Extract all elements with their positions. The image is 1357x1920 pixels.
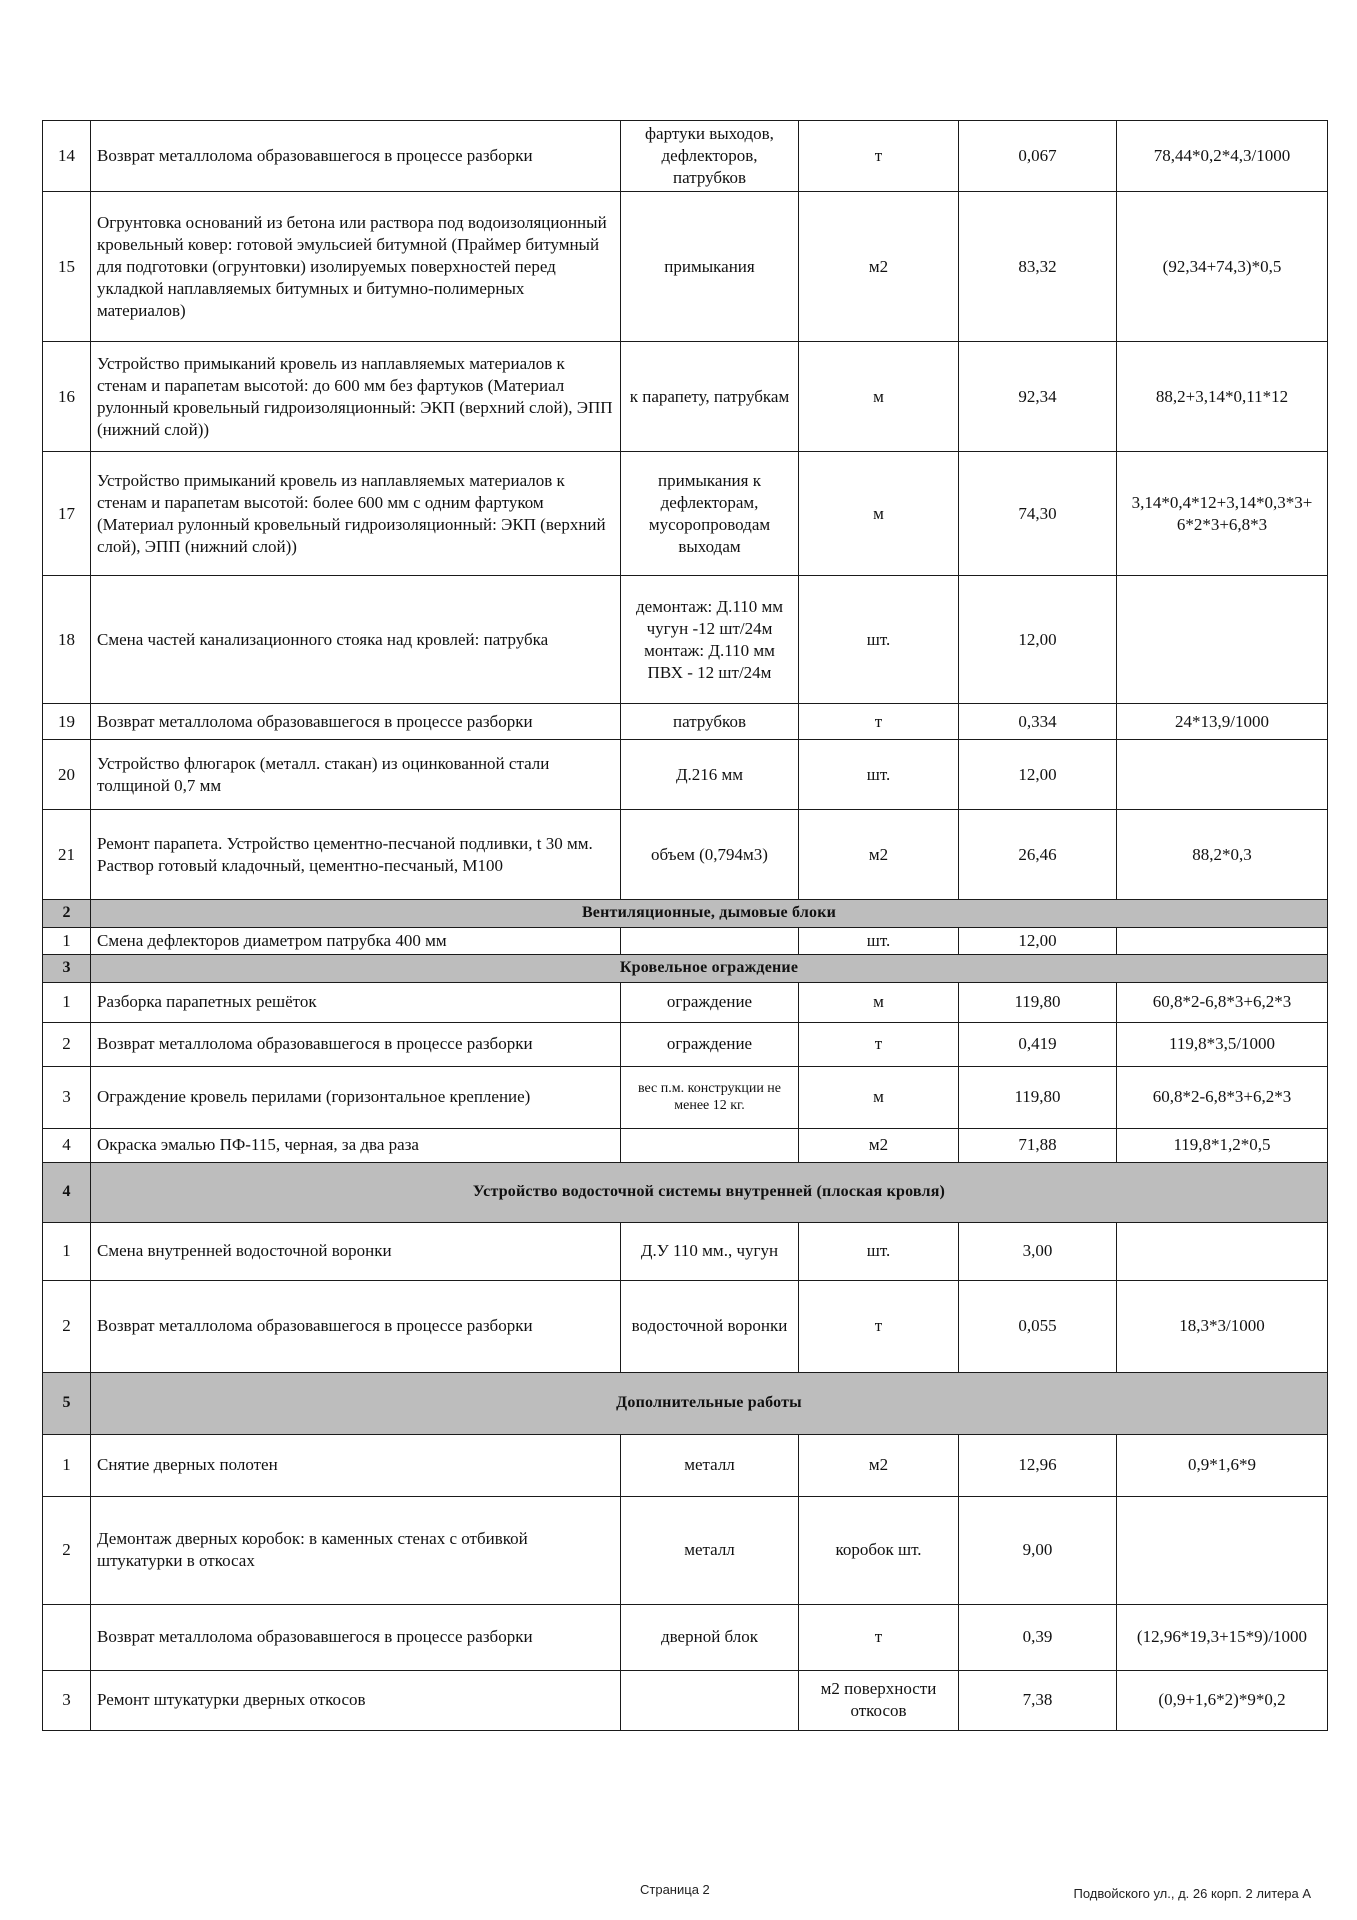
- work-note: водосточной воронки: [621, 1280, 799, 1372]
- work-formula: (0,9+1,6*2)*9*0,2: [1117, 1670, 1328, 1730]
- work-formula: 60,8*2-6,8*3+6,2*3: [1117, 982, 1328, 1022]
- work-quantity: 3,00: [959, 1222, 1117, 1280]
- table-row: [43, 452, 1328, 576]
- work-unit: шт.: [799, 1222, 959, 1280]
- work-note: примыкания: [621, 192, 799, 342]
- section-number: 5: [43, 1372, 91, 1434]
- section-number: 3: [43, 955, 91, 983]
- work-note: Д.У 110 мм., чугун: [621, 1222, 799, 1280]
- table-row: [43, 1022, 1328, 1066]
- work-note: дверной блок: [621, 1604, 799, 1670]
- work-name: Смена внутренней водосточной воронки: [91, 1222, 621, 1280]
- section-header-row: [43, 955, 1328, 983]
- work-name: Ремонт штукатурки дверных откосов: [91, 1670, 621, 1730]
- work-quantity: 12,00: [959, 740, 1117, 810]
- work-name: Возврат металлолома образовавшегося в процессе разборки: [91, 1022, 621, 1066]
- work-unit: м2 поверхности откосов: [799, 1670, 959, 1730]
- work-formula: 3,14*0,4*12+3,14*0,3*3+ 6*2*3+6,8*3: [1117, 452, 1328, 576]
- section-title: Дополнительные работы: [91, 1372, 1328, 1434]
- section-header-row: [43, 1162, 1328, 1222]
- work-name: Возврат металлолома образовавшегося в процессе разборки: [91, 1280, 621, 1372]
- work-formula: [1117, 740, 1328, 810]
- work-unit: т: [799, 1280, 959, 1372]
- row-number: 16: [43, 342, 91, 452]
- work-quantity: 0,419: [959, 1022, 1117, 1066]
- table-row: [43, 342, 1328, 452]
- work-unit: коробок шт.: [799, 1496, 959, 1604]
- work-note: [621, 928, 799, 955]
- table-row: [43, 1604, 1328, 1670]
- table-row: [43, 576, 1328, 704]
- work-quantity: 71,88: [959, 1128, 1117, 1162]
- row-number: 1: [43, 1434, 91, 1496]
- work-formula: [1117, 576, 1328, 704]
- work-formula: 60,8*2-6,8*3+6,2*3: [1117, 1066, 1328, 1128]
- work-formula: 0,9*1,6*9: [1117, 1434, 1328, 1496]
- works-table: [42, 120, 1328, 1731]
- work-name: Смена частей канализационного стояка над кровлей: патрубка: [91, 576, 621, 704]
- work-formula: [1117, 1222, 1328, 1280]
- table-row: [43, 192, 1328, 342]
- work-unit: шт.: [799, 576, 959, 704]
- work-quantity: 83,32: [959, 192, 1117, 342]
- row-number: 21: [43, 810, 91, 900]
- section-title: Кровельное ограждение: [91, 955, 1328, 983]
- section-header-row: [43, 1372, 1328, 1434]
- work-quantity: 26,46: [959, 810, 1117, 900]
- work-unit: т: [799, 1022, 959, 1066]
- work-note: патрубков: [621, 704, 799, 740]
- work-name: Огрунтовка оснований из бетона или раствора под водоизоляционный кровельный ковер: готовой эмульсией битумной (Праймер битумный для подготовки (огрунтовки) изолируемых поверхностей перед укладкой наплавляемых битумных и битумно-полимерных материалов): [91, 192, 621, 342]
- work-note: демонтаж: Д.110 мм чугун -12 шт/24м монтаж: Д.110 мм ПВХ - 12 шт/24м: [621, 576, 799, 704]
- work-name: Смена дефлекторов диаметром патрубка 400 мм: [91, 928, 621, 955]
- work-unit: м2: [799, 192, 959, 342]
- work-name: Устройство флюгарок (металл. стакан) из оцинкованной стали толщиной 0,7 мм: [91, 740, 621, 810]
- work-name: Возврат металлолома образовавшегося в процессе разборки: [91, 121, 621, 192]
- work-quantity: 9,00: [959, 1496, 1117, 1604]
- work-formula: 18,3*3/1000: [1117, 1280, 1328, 1372]
- work-formula: 78,44*0,2*4,3/1000: [1117, 121, 1328, 192]
- work-unit: т: [799, 704, 959, 740]
- row-number: 1: [43, 982, 91, 1022]
- work-note: объем (0,794м3): [621, 810, 799, 900]
- work-unit: м: [799, 982, 959, 1022]
- row-number: 3: [43, 1670, 91, 1730]
- table-row: [43, 1434, 1328, 1496]
- work-name: Устройство примыканий кровель из наплавляемых материалов к стенам и парапетам высотой: до 600 мм без фартуков (Материал рулонный кровельный гидроизоляционный: ЭКП (верхний слой), ЭПП (нижний слой)): [91, 342, 621, 452]
- table-row: [43, 1280, 1328, 1372]
- work-note: ограждение: [621, 982, 799, 1022]
- work-unit: м2: [799, 1128, 959, 1162]
- work-name: Устройство примыканий кровель из наплавляемых материалов к стенам и парапетам высотой: более 600 мм с одним фартуком (Материал рулонный кровельный гидроизоляционный: ЭКП (верхний слой), ЭПП (нижний слой)): [91, 452, 621, 576]
- row-number: 18: [43, 576, 91, 704]
- work-note: примыкания к дефлекторам, мусоропроводам выходам: [621, 452, 799, 576]
- works-sheet: [42, 120, 1327, 1731]
- work-unit: м: [799, 452, 959, 576]
- work-name: Окраска эмалью ПФ-115, черная, за два раза: [91, 1128, 621, 1162]
- work-note: металл: [621, 1434, 799, 1496]
- work-quantity: 119,80: [959, 1066, 1117, 1128]
- work-formula: [1117, 1496, 1328, 1604]
- work-quantity: 74,30: [959, 452, 1117, 576]
- work-unit: шт.: [799, 928, 959, 955]
- row-number: 2: [43, 1022, 91, 1066]
- work-name: Снятие дверных полотен: [91, 1434, 621, 1496]
- works-table-body: [43, 121, 1328, 1731]
- work-quantity: 0,055: [959, 1280, 1117, 1372]
- work-formula: [1117, 928, 1328, 955]
- work-formula: 88,2*0,3: [1117, 810, 1328, 900]
- row-number: 3: [43, 1066, 91, 1128]
- work-formula: 88,2+3,14*0,11*12: [1117, 342, 1328, 452]
- section-number: 4: [43, 1162, 91, 1222]
- work-unit: т: [799, 1604, 959, 1670]
- work-unit: т: [799, 121, 959, 192]
- table-row: [43, 982, 1328, 1022]
- work-unit: м: [799, 342, 959, 452]
- work-note: к парапету, патрубкам: [621, 342, 799, 452]
- work-note: вес п.м. конструкции не менее 12 кг.: [621, 1066, 799, 1128]
- row-number: 2: [43, 1496, 91, 1604]
- work-formula: 24*13,9/1000: [1117, 704, 1328, 740]
- row-number: 2: [43, 1280, 91, 1372]
- row-number: 20: [43, 740, 91, 810]
- work-formula: (12,96*19,3+15*9)/1000: [1117, 1604, 1328, 1670]
- table-row: [43, 810, 1328, 900]
- work-quantity: 119,80: [959, 982, 1117, 1022]
- work-note: фартуки выходов, дефлекторов, патрубков: [621, 121, 799, 192]
- work-quantity: 7,38: [959, 1670, 1117, 1730]
- work-unit: шт.: [799, 740, 959, 810]
- table-row: [43, 1496, 1328, 1604]
- page-number: Страница 2: [640, 1882, 710, 1897]
- footer-address: Подвойского ул., д. 26 корп. 2 литера А: [1073, 1886, 1311, 1901]
- table-row: [43, 1128, 1328, 1162]
- work-name: Разборка парапетных решёток: [91, 982, 621, 1022]
- work-note: ограждение: [621, 1022, 799, 1066]
- section-header-row: [43, 900, 1328, 928]
- table-row: [43, 121, 1328, 192]
- work-note: [621, 1128, 799, 1162]
- work-quantity: 0,067: [959, 121, 1117, 192]
- row-number: 15: [43, 192, 91, 342]
- row-number: 4: [43, 1128, 91, 1162]
- section-title: Устройство водосточной системы внутренней (плоская кровля): [91, 1162, 1328, 1222]
- row-number: 1: [43, 1222, 91, 1280]
- work-quantity: 0,39: [959, 1604, 1117, 1670]
- table-row: [43, 1066, 1328, 1128]
- table-row: [43, 704, 1328, 740]
- work-quantity: 12,00: [959, 928, 1117, 955]
- work-unit: м2: [799, 1434, 959, 1496]
- table-row: [43, 928, 1328, 955]
- work-name: Возврат металлолома образовавшегося в процессе разборки: [91, 1604, 621, 1670]
- section-title: Вентиляционные, дымовые блоки: [91, 900, 1328, 928]
- table-row: [43, 1222, 1328, 1280]
- work-formula: 119,8*1,2*0,5: [1117, 1128, 1328, 1162]
- table-row: [43, 740, 1328, 810]
- work-formula: (92,34+74,3)*0,5: [1117, 192, 1328, 342]
- row-number: 19: [43, 704, 91, 740]
- work-name: Ограждение кровель перилами (горизонтальное крепление): [91, 1066, 621, 1128]
- work-note: Д.216 мм: [621, 740, 799, 810]
- work-name: Возврат металлолома образовавшегося в процессе разборки: [91, 704, 621, 740]
- work-note: металл: [621, 1496, 799, 1604]
- row-number: 1: [43, 928, 91, 955]
- work-name: Ремонт парапета. Устройство цементно-песчаной подливки, t 30 мм. Раствор готовый кладочный, цементно-песчаный, М100: [91, 810, 621, 900]
- row-number: [43, 1604, 91, 1670]
- row-number: 14: [43, 121, 91, 192]
- work-unit: м2: [799, 810, 959, 900]
- work-quantity: 12,96: [959, 1434, 1117, 1496]
- section-number: 2: [43, 900, 91, 928]
- work-quantity: 12,00: [959, 576, 1117, 704]
- row-number: 17: [43, 452, 91, 576]
- work-quantity: 92,34: [959, 342, 1117, 452]
- work-quantity: 0,334: [959, 704, 1117, 740]
- work-note: [621, 1670, 799, 1730]
- work-formula: 119,8*3,5/1000: [1117, 1022, 1328, 1066]
- table-row: [43, 1670, 1328, 1730]
- work-unit: м: [799, 1066, 959, 1128]
- work-name: Демонтаж дверных коробок: в каменных стенах с отбивкой штукатурки в откосах: [91, 1496, 621, 1604]
